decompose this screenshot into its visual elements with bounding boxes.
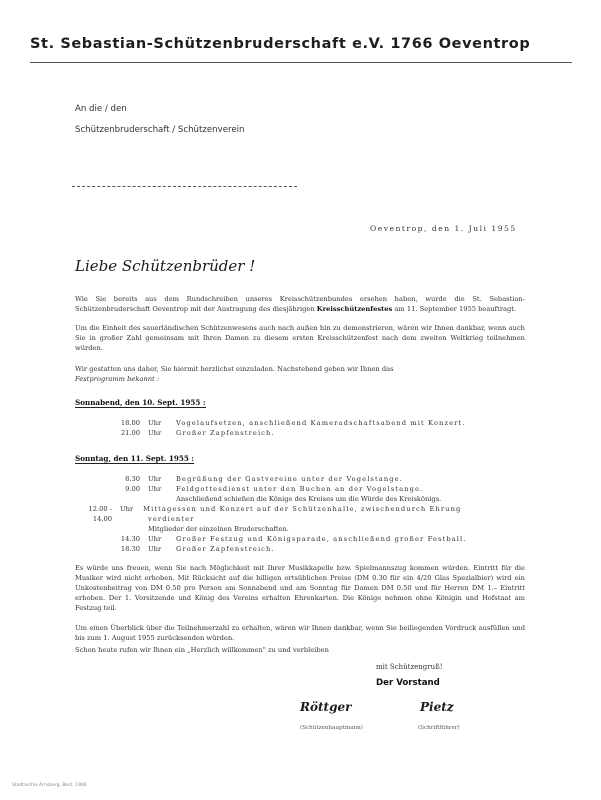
signature-pietz: Pietz [420,700,454,714]
archive-footer: Stadtarchiv Arnsberg, Best. 1966 [12,783,87,788]
paragraph-welcome: Schon heute rufen wir Ihnen ein „Herzlich willkommen" zu und verbleiben [75,646,329,654]
letter-date: Oeventrop, den 1. Juli 1955 [370,224,517,233]
paragraph-registration: Um einen Überblick über die Teilnehmerzahl zu erhalten, wären wir Ihnen dankbar, wenn Sie beiliegenden Vordruck ausfüllen und bis zum 1. August 1955 zurücksenden würden. [75,624,525,642]
festprogramm-label: Festprogramm bekannt : [75,375,160,383]
sunday-heading: Sonntag, den 11. Sept. 1955 : [75,454,195,463]
paragraph-intro [75,294,525,314]
signature-roettger: Röttger [300,700,352,714]
paragraph-invitation [75,364,525,384]
greeting: Liebe Schützenbrüder ! [75,257,256,275]
address-line-1: An die / den [75,104,127,114]
schedule-row: 9.00 Uhr Feldgottesdienst unter den Buchen an der Vogelstange. Anschließend schießen die Könige des Kreises um die Würde des Kreiskönigs. [125,485,442,503]
role-roettger: (Schützenhauptmann) [300,725,363,731]
paragraph-music-fees: Es würde uns freuen, wenn Sie nach Möglichkeit mit Ihrer Musikkapelle bzw. Spielmannszug kommen würden. Eintritt für die Musiker wird nicht erhoben. Mit Rücksicht auf die billigen ortsüblichen Preise (DM 0.30 für ein 4/20 Glas Spezialbier) wird ein Unkostenbeitrag von DM 0.50 pro Person am Sonnabend und am Sonntag für Damen DM 0.50 und für Herren DM 1.– Eintritt erhoben. Der 1. Vorsitzende und König des Vereins erhalten Ehrenkarten. Die Könige nehmen ohne Königin und Hofstaat am Festzug teil. [75,564,525,612]
address-blank-line [72,186,297,187]
schedule-row: 18.30 Uhr Großer Zapfenstreich. [120,545,275,553]
para1-bold: Kreisschützenfestes [316,305,393,313]
schedule-row: 8.30 Uhr Begrüßung der Gastvereine unter der Vogelstange. [125,475,403,483]
address-line-2: Schützenbruderschaft / Schützenverein [75,125,245,135]
schedule-row: 12.00 - 14.00 Uhr Mittagessen und Konzert auf der Schützenhalle, zwischendurch Ehrung verdienter Mitglieder der einzelnen Bruderschaften. [88,505,462,533]
letterhead-rule [30,62,572,63]
saturday-schedule [100,418,506,438]
saturday-heading: Sonnabend, den 10. Sept. 1955 : [75,398,206,407]
closing-salutation: mit Schützengruß! [376,663,443,671]
para1-text-end: am 11. September 1955 beauftragt. [394,305,517,313]
letterhead-title: St. Sebastian-Schützenbruderschaft e.V. 1766 Oeventrop [30,36,531,52]
para3-text: Wir gestatten uns daher, Sie hiermit herzlichst einzuladen. Nachstehend geben wir Ihnen das [75,365,394,373]
schedule-row: 18.00 Uhr Vogelaufsetzen, anschließend Kameradschaftsabend mit Konzert. [120,419,466,427]
board-label: Der Vorstand [376,678,440,688]
paragraph-unity: Um die Einheit des sauerländischen Schützenwesens auch nach außen hin zu demonstrieren, wären wir Ihnen dankbar, wenn auch Sie in großer Zahl gemeinsam mit Ihren Damen zu diesem ersten Kreisschützenfest nach dem zweiten Weltkrieg teilnehmen würden. [75,324,525,352]
para1-text: Wie Sie bereits aus dem Rundschreiben unseres Kreisschützenbundes ersehen haben, wurde die St. Sebastian-Schützenbruderschaft Oeventrop mit der Austragung des diesjährigen [75,295,525,313]
role-pietz: (Schriftführer) [418,725,460,731]
schedule-row: 14.30 Uhr Großer Festzug und Königsparade, anschließend großer Festball. [120,535,467,543]
schedule-row: 21.00 Uhr Großer Zapfenstreich. [120,429,275,437]
sunday-schedule [88,474,506,554]
